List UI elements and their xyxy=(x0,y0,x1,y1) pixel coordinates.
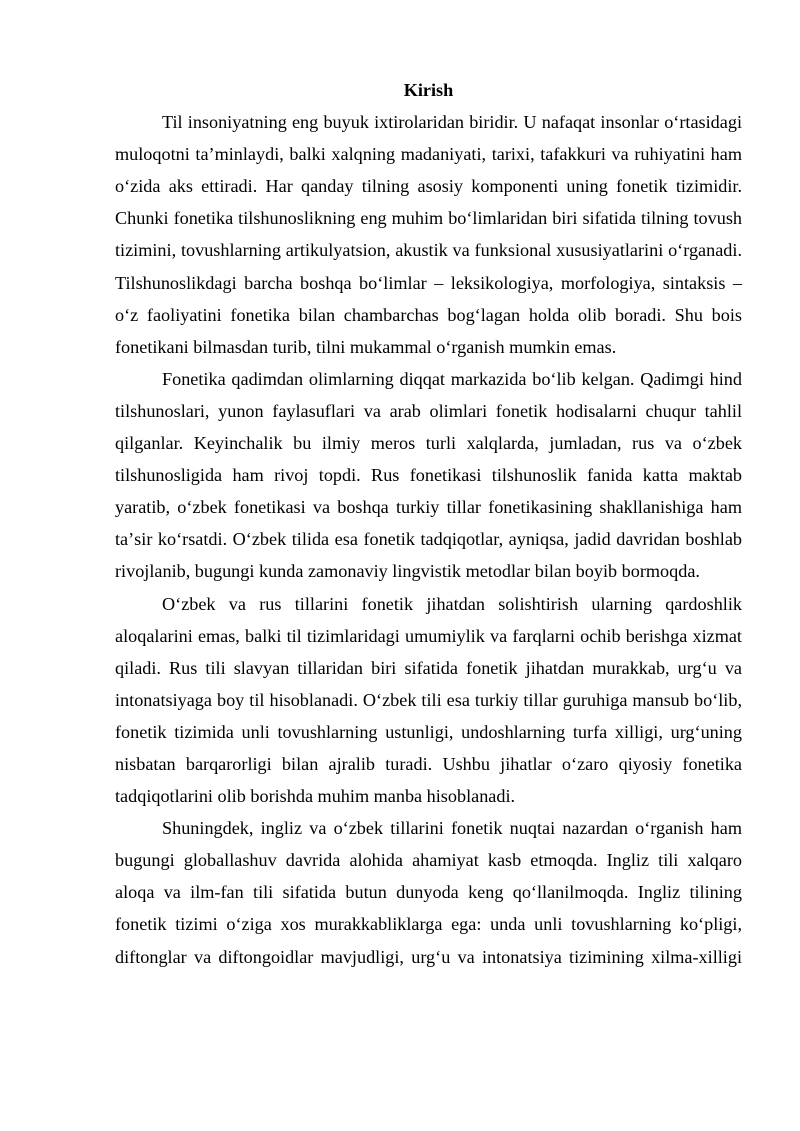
paragraph-1: Til insoniyatning eng buyuk ixtirolaridan biridir. U nafaqat insonlar oʻrtasidagi muloqotni taʼminlaydi, balki xalqning madaniyati, tarixi, tafakkuri va ruhiyatini ham oʻzida aks ettiradi. Har qanday tilning asosiy komponenti uning fonetik tizimidir. Chunki fonetika tilshunoslikning eng muhim boʻlimlaridan biri sifatida tilning tovush tizimini, tovushlarning artikulyatsion, akustik va funksional xususiyatlarini oʻrganadi. Tilshunoslikdagi barcha boshqa boʻlimlar – leksikologiya, morfologiya, sintaksis – oʻz faoliyatini fonetika bilan chambarchas bogʻlagan holda olib boradi. Shu bois fonetikani bilmasdan turib, tilni mukammal oʻrganish mumkin emas. xyxy=(115,112,742,357)
page-title: Kirish xyxy=(403,80,454,100)
paragraph-2: Fonetika qadimdan olimlarning diqqat markazida boʻlib kelgan. Qadimgi hind tilshunoslari, yunon faylasuflari va arab olimlari fonetik hodisalarni chuqur tahlil qilganlar. Keyinchalik bu ilmiy meros turli xalqlarda, jumladan, rus va oʻzbek tilshunosligida ham rivoj topdi. Rus fonetikasi tilshunoslik fanida katta maktab yaratib, oʻzbek fonetikasi va boshqa turkiy tillar fonetikasining shakllanishiga ham taʼsir koʻrsatdi. Oʻzbek tilida esa fonetik tadqiqotlar, ayniqsa, jadid davridan boshlab rivojlanib, bugungi kunda zamonaviy lingvistik metodlar bilan boyib bormoqda. xyxy=(115,368,742,582)
paragraph-4: Shuningdek, ingliz va oʻzbek tillarini fonetik nuqtai nazardan oʻrganish ham bugungi globallashuv davrida alohida ahamiyat kasb etmoqda. Ingliz tili xalqaro aloqa va ilm-fan tili sifatida butun dunyoda keng qoʻllanilmoqda. Ingliz tilining fonetik tizimi oʻziga xos murakkabliklarga ega: unda unli tovushlarning koʻpligi, diftonglar va diftongoidlar mavjudligi, urgʻu va intonatsiya tizimining xilma-xilligi xyxy=(115,818,742,967)
paragraph-3: Oʻzbek va rus tillarini fonetik jihatdan solishtirish ularning qardoshlik aloqalarini emas, balki til tizimlaridagi umumiylik va farqlarni ochib berishga xizmat qiladi. Rus tili slavyan tillaridan biri sifatida fonetik jihatdan murakkab, urgʻu va intonatsiyaga boy til hisoblanadi. Oʻzbek tili esa turkiy tillar guruhiga mansub boʻlib, fonetik tizimida unli tovushlarning ustunligi, undoshlarning turfa xilligi, urgʻuning nisbatan barqarorligi bilan ajralib turadi. Ushbu jihatlar oʻzaro qiyosiy fonetika tadqiqotlarini olib borishda muhim manba hisoblanadi. xyxy=(115,593,742,807)
document-body xyxy=(115,74,742,973)
